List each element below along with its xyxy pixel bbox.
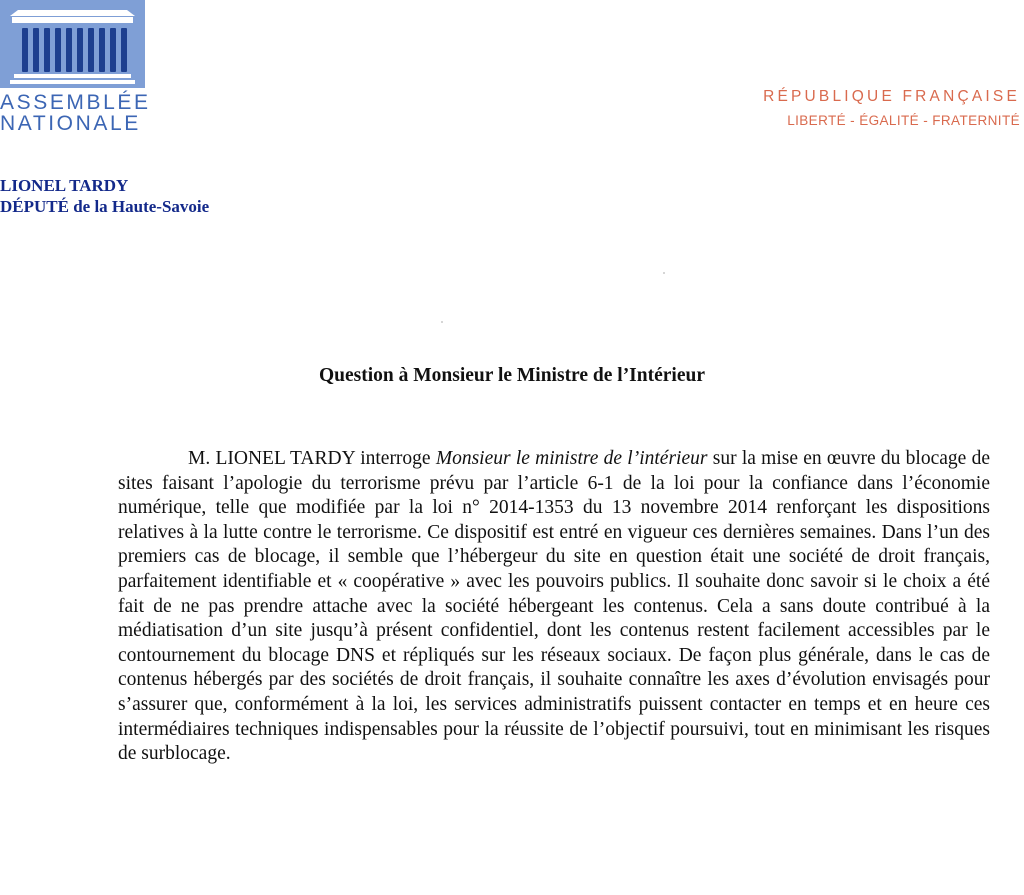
- question-body: [118, 447, 990, 767]
- question-subject: Question à Monsieur le Ministre de l’Intérieur: [319, 365, 705, 386]
- logo-text-line-1: ASSEMBLÉE: [0, 91, 151, 114]
- republique-motto: LIBERTÉ - ÉGALITÉ - FRATERNITÉ: [787, 112, 1020, 128]
- deputy-title: DÉPUTÉ de la Haute-Savoie: [0, 197, 210, 216]
- question-addressee: Monsieur le ministre de l’intérieur: [435, 448, 708, 469]
- assemblee-nationale-logo: [0, 0, 150, 140]
- deputy-name: LIONEL TARDY: [0, 176, 129, 195]
- assemblee-nationale-building-icon: [0, 0, 145, 88]
- deputy-block: [0, 175, 209, 217]
- scan-speck: [441, 321, 443, 323]
- logo-text-line-2: NATIONALE: [0, 112, 141, 135]
- question-text: sur la mise en œuvre du blocage de sites faisant l’apologie du terrorisme prévu par l’article 6-1 de la loi pour la confiance dans l’économie numérique, telle que modifiée par la loi n° 2014-1353 du 13 novembre 2014 renforçant les dispositions relatives à la lutte contre le terrorisme. Ce dispositif est entré en vigueur ces dernières semaines. Dans l’un des premiers cas de blocage, il semble que l’hébergeur du site en question était une société de droit français, parfaitement identifiable et « coopérative » avec les pouvoirs publics. Il souhaite donc savoir si le choix a été fait de ne pas prendre attache avec la société hébergeant les contenus. Cela a sans doute contribué à la médiatisation d’un site jusqu’à présent confidentiel, dont les contenus restent facilement accessibles par le contournement du blocage DNS et répliqués sur les réseaux sociaux. De façon plus générale, dans le cas de contenus hébergés par des sociétés de droit français, il souhaite connaître les axes d’évolution envisagés pour s’assurer que, conformément à la loi, les services administratifs puissent contacter en temps et en heure ces intermédiaires techniques indispensables pour la réussite de l’objectif poursuivi, tout en minimisant les risques de surblocage.: [118, 448, 990, 765]
- republique-header: [763, 89, 1020, 127]
- republique-title: RÉPUBLIQUE FRANÇAISE: [763, 88, 1020, 105]
- question-lead: M. LIONEL TARDY interroge: [188, 448, 436, 469]
- scan-speck: [663, 272, 665, 274]
